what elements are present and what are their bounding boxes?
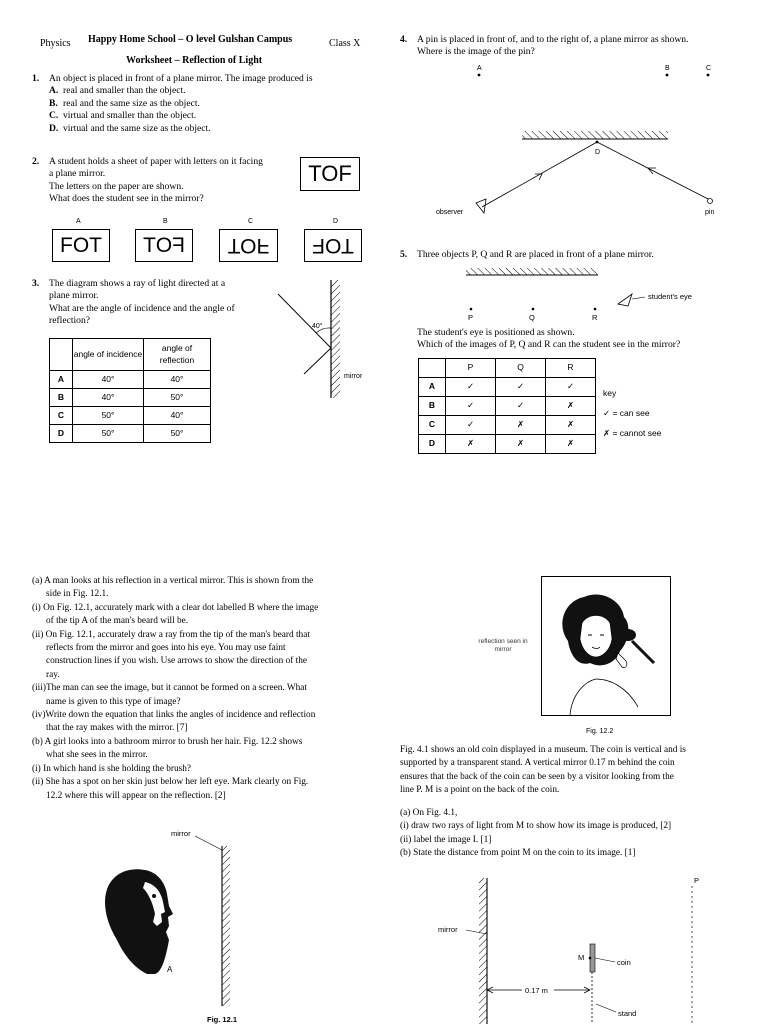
question-7-text: Fig. 4.1 shows an old coin displayed in a museum. The coin is vertical and is supported by a transparent stand. A vertical mirror 0.17 m behind the coin ensures that the back of the coin can be seen by a visitor looking from the line P. M is a point on the back of the coin. <box>400 745 686 796</box>
angle-label: 40° <box>312 323 323 330</box>
eye-label: student's eye <box>648 292 692 301</box>
fig-12-2-frame <box>541 576 671 716</box>
point-a <box>478 74 481 77</box>
question-text: A student holds a sheet of paper with letters on it facing <box>49 156 263 167</box>
fig-caption: Fig. 12.2 <box>586 728 614 735</box>
stand-label: stand <box>618 1009 637 1018</box>
question-7-parts: (a) On Fig. 4.1, (i) draw two rays of light from M to show how its image is produced, [2] (ii) label the image I. [1] (b) State the distance from point M on the coin to its image. [1] <box>400 808 672 859</box>
table-row: B 40° 50° <box>50 389 211 407</box>
table-row: D ✗ ✗ ✗ <box>419 435 596 454</box>
question-text: Where is the image of the pin? <box>417 46 535 58</box>
choice-b-box: FOT <box>135 229 193 262</box>
question-number: 2. <box>32 156 40 167</box>
line-p-label: P <box>694 876 700 885</box>
choice-label: D <box>333 218 339 225</box>
table-header: R <box>546 359 596 378</box>
question-text: Three objects P, Q and R are placed in front of a plane mirror. <box>417 249 654 260</box>
question-2 <box>32 156 312 206</box>
question-number: 4. <box>400 34 408 45</box>
table-row: D 50° 50° <box>50 425 211 443</box>
object-p-label: P <box>468 313 474 322</box>
question-3 <box>32 278 282 328</box>
reflection-label: reflection seen in mirror <box>478 638 528 653</box>
q4-pin-diagram <box>420 62 740 222</box>
point-d-label: D <box>595 149 601 156</box>
table-header: angle of reflection <box>144 339 211 371</box>
table-row: A 40° 40° <box>50 371 211 389</box>
key-can-see: ✓ = can see <box>603 408 650 418</box>
table-header <box>419 359 446 378</box>
key-cannot-see: ✗ = cannot see <box>603 428 662 438</box>
school-name: Happy Home School – O level Gulshan Campus <box>88 34 293 45</box>
key-title: key <box>603 388 617 398</box>
table-row: C ✓ ✗ ✗ <box>419 416 596 435</box>
pin-label: pin <box>705 209 715 216</box>
question-number: 1. <box>32 73 40 84</box>
question-text: The letters on the paper are shown. <box>49 180 184 192</box>
q5-objects-diagram <box>440 266 700 326</box>
angles-table <box>49 338 211 443</box>
question-4 <box>400 34 750 59</box>
table-header: Q <box>496 359 546 378</box>
fig-12-1-diagram <box>95 822 255 1024</box>
option-d: D. virtual and the same size as the object. <box>49 122 211 134</box>
mirror-label: mirror <box>344 373 363 380</box>
point-b-label: B <box>665 65 670 72</box>
q3-mirror-diagram <box>276 278 376 402</box>
point-c-label: C <box>706 65 712 72</box>
girl-reflection-image <box>542 577 670 715</box>
fig-4-1-diagram <box>430 868 730 1024</box>
point-m-label: M <box>578 953 585 962</box>
question-text: The diagram shows a ray of light directed at a <box>49 278 226 289</box>
table-row: C 50° 40° <box>50 407 211 425</box>
question-text: plane mirror. <box>49 290 99 302</box>
choice-c-box: TOF <box>219 229 278 262</box>
mirror-label: mirror <box>438 925 458 934</box>
choice-label: A <box>76 218 81 225</box>
eye-icon <box>618 294 632 306</box>
table-row: A ✓ ✓ ✓ <box>419 378 596 397</box>
q5-followup <box>417 327 747 352</box>
question-1 <box>32 73 372 135</box>
option-a: A. real and smaller than the object. <box>49 85 186 97</box>
table-row: B ✓ ✓ ✗ <box>419 397 596 416</box>
question-number: 3. <box>32 278 40 289</box>
question-5 <box>400 249 750 261</box>
point-a-label: A <box>167 965 173 974</box>
question-number: 5. <box>400 249 408 260</box>
mirror-label: mirror <box>171 829 191 838</box>
question-text: What are the angle of incidence and the angle of <box>49 302 235 314</box>
choice-d-box: TOF <box>304 229 362 262</box>
question-text: reflection? <box>49 315 91 327</box>
option-b: B. real and the same size as the object. <box>49 97 200 109</box>
question-text: What does the student see in the mirror? <box>49 193 204 205</box>
table-header <box>50 339 73 371</box>
worksheet-title: Worksheet – Reflection of Light <box>126 55 263 66</box>
class-label: Class X <box>329 38 361 49</box>
distance-label: 0.17 m <box>525 986 548 995</box>
table-header: angle of incidence <box>73 339 144 371</box>
question-stem: An object is placed in front of a plane mirror. The image produced is <box>49 73 313 84</box>
letters-card: TOF <box>300 157 360 191</box>
question-text: A pin is placed in front of, and to the right of, a plane mirror as shown. <box>417 34 689 45</box>
question-text: The student's eye is positioned as shown. <box>417 327 575 338</box>
fig-caption: Fig. 12.1 <box>207 1015 238 1024</box>
question-text: Which of the images of P, Q and R can the student see in the mirror? <box>417 339 681 351</box>
question-text: a plane mirror. <box>49 168 106 180</box>
point-c <box>707 74 710 77</box>
point-b <box>666 74 669 77</box>
subject-label: Physics <box>40 38 71 49</box>
object-r-label: R <box>592 313 598 322</box>
choice-label: C <box>248 218 254 225</box>
object-q-label: Q <box>529 313 535 322</box>
choice-label: B <box>163 218 168 225</box>
man-head <box>105 869 173 974</box>
visibility-table <box>418 358 596 454</box>
table-header: P <box>446 359 496 378</box>
choice-a-box: FOT <box>52 229 110 262</box>
observer-label: observer <box>436 209 464 216</box>
question-6-text: (a) A man looks at his reflection in a vertical mirror. This is shown from the side in Fig. 12.1. (i) On Fig. 12.1, accurately mark with a clear dot labelled B where the image of the tip A of the man's beard will be. (ii) On Fig. 12.1, accurately draw a ray from the tip of the man's beard that reflects from the mirror and goes into his eye. You may use faint construction lines if you wish. Use arrows to show the direction of the ray. (iii)The man can see the image, but it cannot be formed on a screen. What name is given to this type of image? (iv)Write down the equation that links the angles of incidence and reflection that the ray makes with the mirror. [7] (b) A girl looks into a bathroom mirror to brush her hair. Fig. 12.2 shows what she sees in the mirror. (i) In which hand is she holding the brush? (ii) She has a spot on her skin just below her left eye. Mark clearly on Fig. 12.2 where this will appear on the reflection. [2] <box>32 576 319 801</box>
option-c: C. virtual and smaller than the object. <box>49 110 197 122</box>
coin-label: coin <box>617 958 631 967</box>
table-key <box>603 383 661 443</box>
point-a-label: A <box>477 65 482 72</box>
